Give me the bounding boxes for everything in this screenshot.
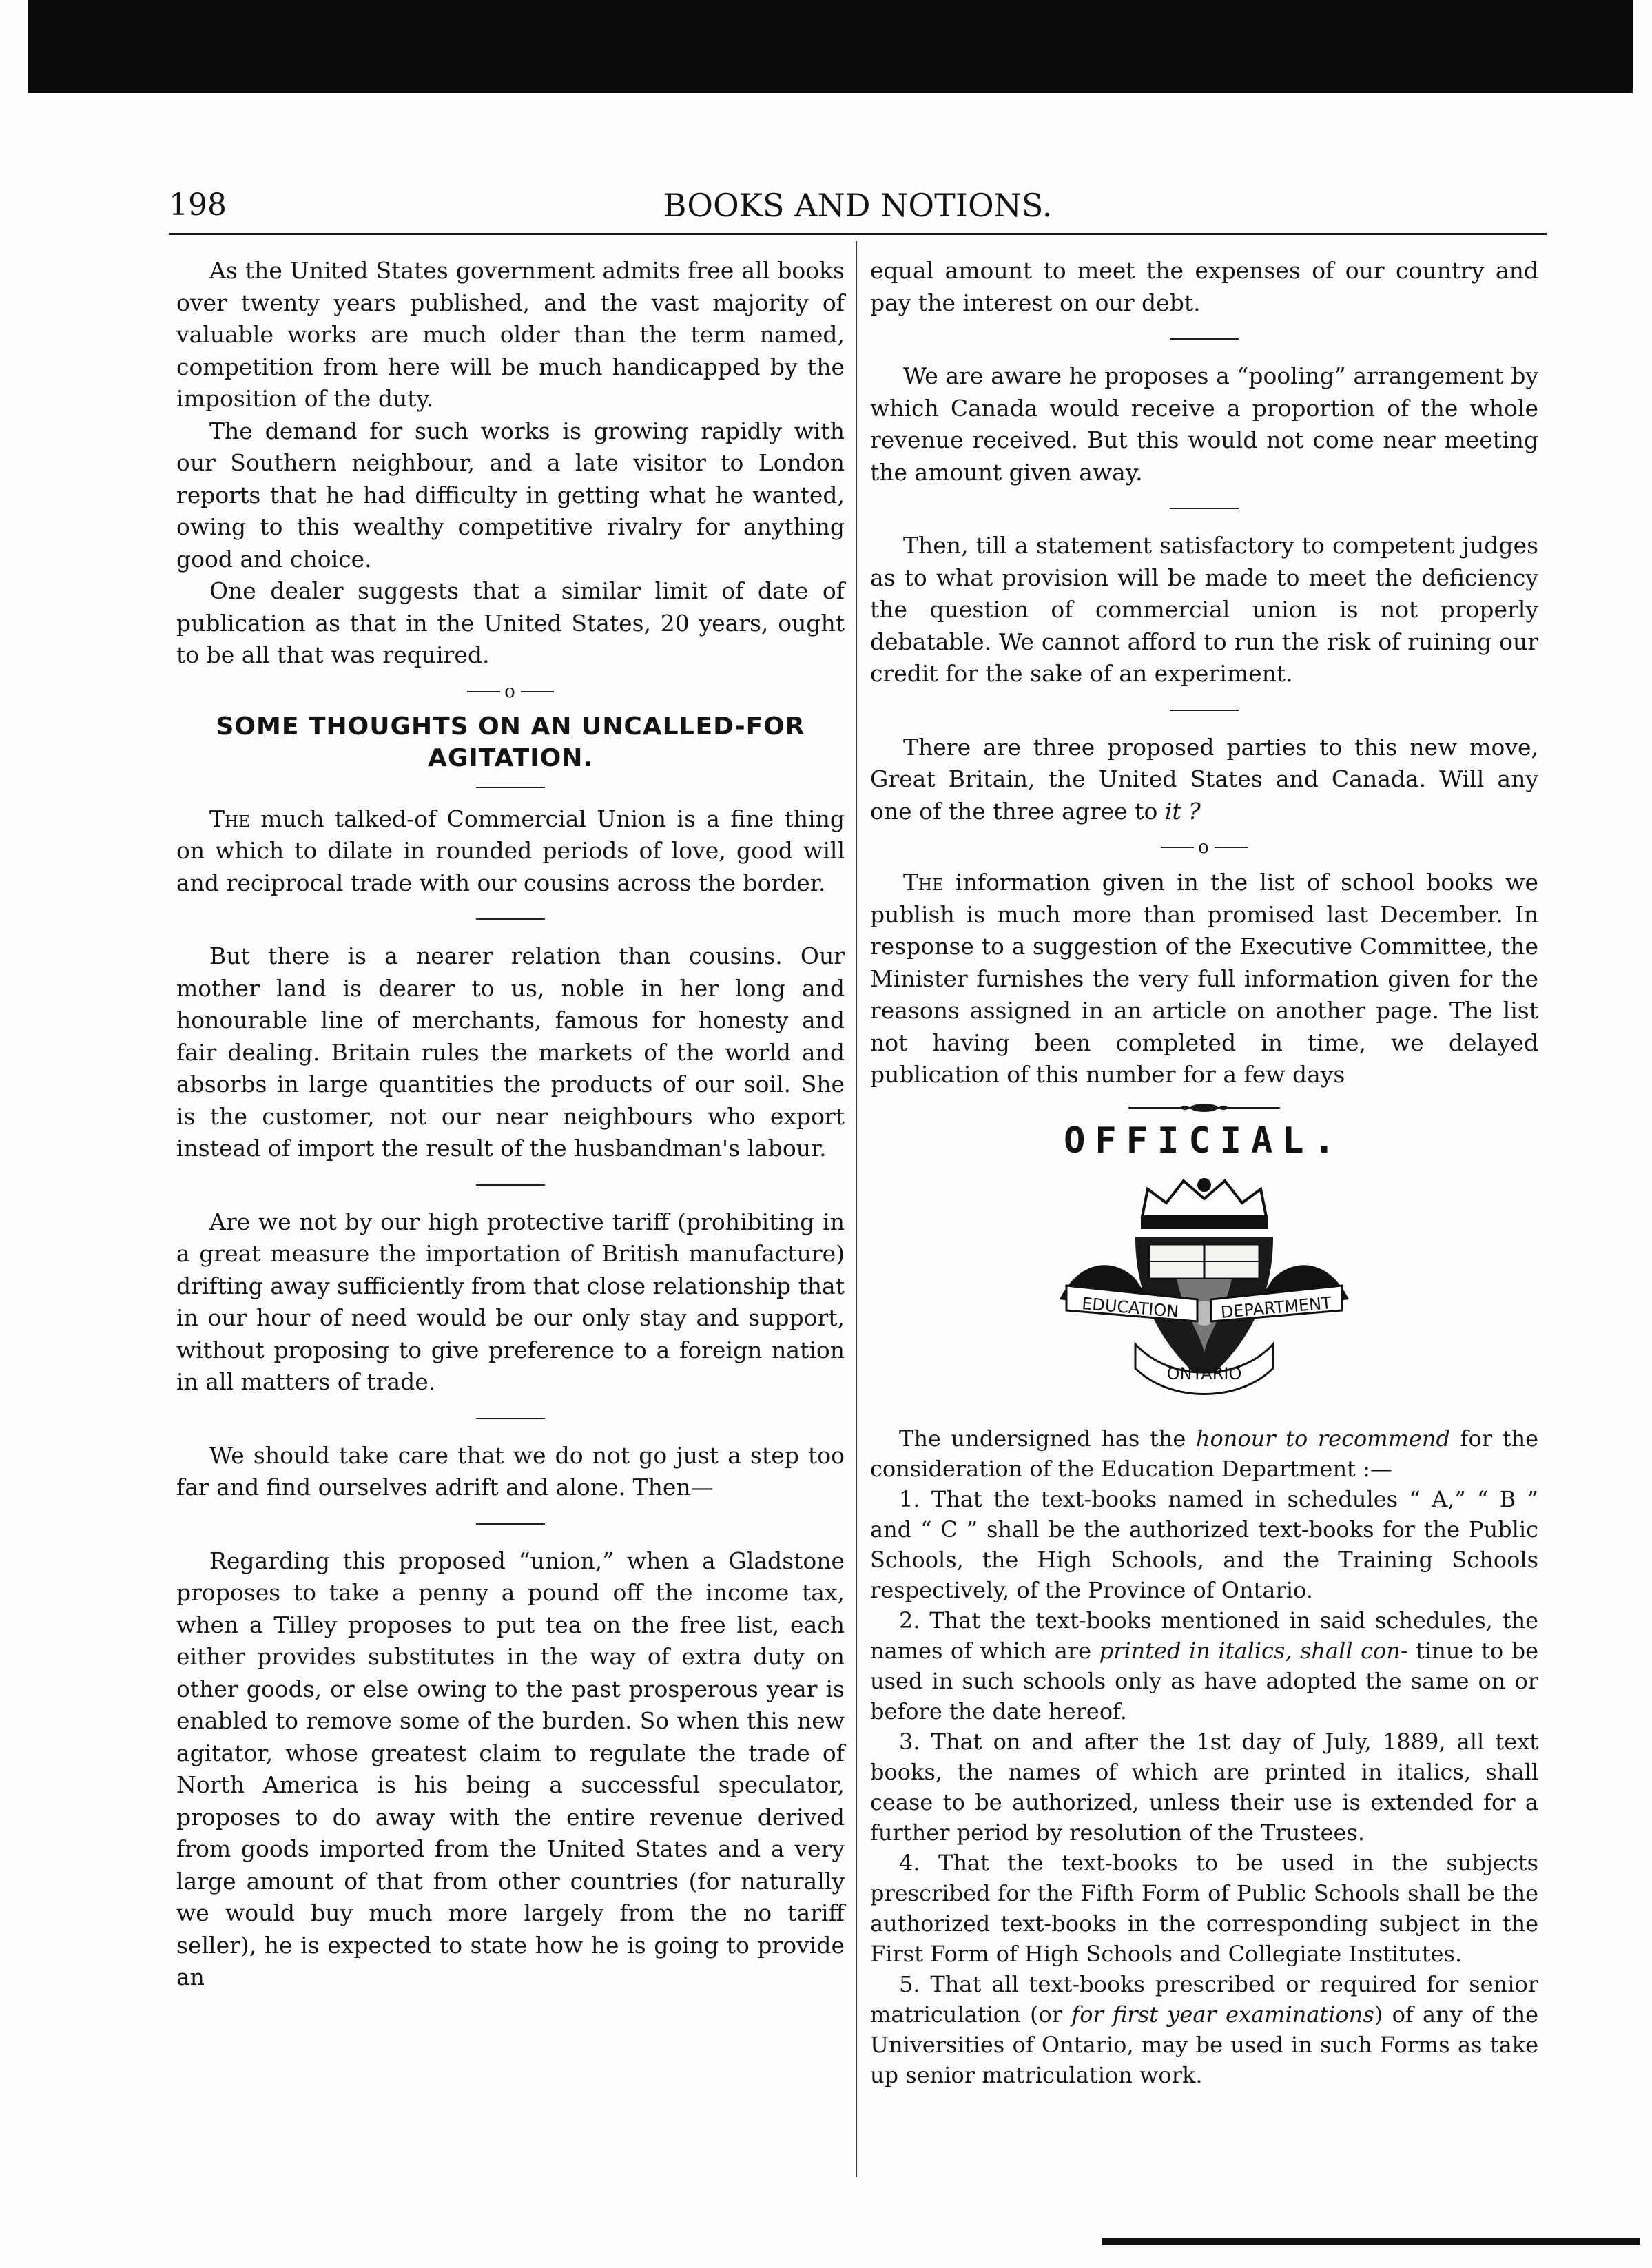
column-rule bbox=[856, 241, 857, 2177]
paragraph bbox=[176, 803, 845, 900]
ornament-icon bbox=[1122, 1101, 1287, 1115]
paragraph: We are aware he proposes a “pooling” arrangement by which Canada would receive a proportion of the whole revenue received. But this would not come near meeting the amount given away. bbox=[870, 362, 1538, 486]
emblem-banner-right: DEPARTMENT bbox=[1219, 1292, 1332, 1322]
scan-top-edge bbox=[28, 0, 1633, 93]
divider bbox=[476, 1523, 545, 1525]
paragraph: Regarding this proposed “union,” when a Gladstone proposes to take a penny a pound off the income tax, when a Tilley proposes to put tea on the free list, each either provides substitutes in the way of extra duty on other goods, or else owing to the past prosperous year is enabled to remove some of the burden. So when this new agitator, whose greatest claim to regulate the trade of North America is his being a successful speculator, proposes to do away with the entire revenue derived from goods imported from the United States and a very large amount of that from other countries (for naturally we would buy much more largely from the no tariff seller), he is expected to state how he is going to provide an bbox=[176, 1547, 845, 1990]
paragraph: Then, till a statement satisfactory to competent judges as to what provision will be made to meet the deficiency the question of commercial union is not properly debatable. We cannot afford to run the risk of ruining our credit for the sake of an experiment. bbox=[870, 532, 1538, 687]
ornament-rule bbox=[870, 1101, 1538, 1115]
paragraph: But there is a nearer relation than cousins. Our mother land is dearer to us, noble in her long and honourable line of merchants, famous for honesty and fair dealing. Britain rules the markets of the world and absorbs in large quantities the products of our soil. She is the customer, not our near neighbours who export instead of import the result of the husbandman's labour. bbox=[176, 942, 845, 1162]
paragraph bbox=[870, 867, 1538, 1091]
paragraph: equal amount to meet the expenses of our country and pay the interest on our debt. bbox=[870, 257, 1538, 316]
left-column bbox=[176, 255, 845, 1994]
title-underline bbox=[476, 787, 545, 788]
paragraph-text: much talked-of Commercial Union is a fine thing on which to dilate in rounded periods of love, good will and reciprocal trade with our cousins across the border. bbox=[176, 805, 845, 896]
text: tinue to be used in such schools only as have adopted the same on or before the date hereof. bbox=[870, 1637, 1539, 1724]
paragraph: The demand for such works is growing rapidly with our Southern neighbour, and a late visitor to London reports that he had difficulty in getting what he wanted, owing to this wealthy competitive rivalry for anything good and choice. bbox=[176, 417, 845, 573]
paragraph: One dealer suggests that a similar limit of date of publication as that in the United States, 20 years, ought to be all that was required. bbox=[176, 577, 845, 668]
recommendation-item: 3. That on and after the 1st day of July, 1889, all text books, the names of which are printed in italics, shall cease to be authorized, unless their use is extended for a further period by resolution of the Trustees. bbox=[870, 1728, 1538, 1846]
page-header bbox=[169, 185, 1547, 233]
divider bbox=[1170, 338, 1239, 340]
right-column bbox=[870, 255, 1538, 2090]
divider bbox=[476, 918, 545, 920]
paragraph-text: information given in the list of school books we publish is much more than promised last December. In response to a suggestion of the Executive Committee, the Minister furnishes the very full information given for the reasons assigned in an article on another page. The list not having been completed in time, we delayed publication of this number for a few days bbox=[870, 869, 1538, 1088]
italic-text: printed in italics, shall con- bbox=[1099, 1637, 1408, 1664]
lead-word: The bbox=[903, 869, 944, 896]
divider bbox=[476, 1184, 545, 1186]
text: ) of any of the Universities of Ontario, may be used in such Forms as take up senior matriculation work. bbox=[870, 2001, 1539, 2088]
emblem-banner-left: EDUCATION bbox=[1081, 1293, 1180, 1321]
page-number: 198 bbox=[169, 187, 227, 223]
recommendations bbox=[870, 1423, 1538, 2090]
recommendation-item: 1. That the text-books named in schedules “ A,” “ B ” and “ C ” shall be the authorized text-books for the Public Schools, the High Schools, and the Training Schools respectively, of the Province of Ontario. bbox=[870, 1485, 1538, 1603]
paragraph: We should take care that we do not go just a step too far and find ourselves adrift and alone. Then— bbox=[176, 1441, 845, 1501]
education-department-emblem-icon bbox=[1053, 1175, 1356, 1403]
section-separator: o bbox=[176, 677, 845, 705]
recommendation-item bbox=[870, 1605, 1538, 1726]
text: for the consideration of the Education Department :— bbox=[870, 1425, 1538, 1482]
text: The undersigned has the bbox=[899, 1425, 1196, 1452]
italic-text: it ? bbox=[1164, 797, 1201, 825]
running-title: BOOKS AND NOTIONS. bbox=[663, 187, 1053, 224]
header-rule bbox=[169, 233, 1547, 235]
divider bbox=[1170, 508, 1239, 509]
lead-word: The bbox=[209, 805, 250, 832]
official-heading: OFFICIAL. bbox=[1064, 1120, 1345, 1162]
section-separator: o bbox=[870, 833, 1538, 861]
paragraph bbox=[870, 732, 1538, 828]
section-title: SOME THOUGHTS ON AN UNCALLED-FOR AGITATION. bbox=[216, 712, 805, 772]
italic-text: honour to recommend bbox=[1195, 1425, 1450, 1452]
divider bbox=[476, 1418, 545, 1419]
divider bbox=[1170, 710, 1239, 711]
paragraph: Are we not by our high protective tariff (prohibiting in a great measure the importation of British manufacture) drifting away sufficiently from that close relationship that in our hour of need would be our only stay and support, without proposing to give preference to a foreign nation in all matters of trade. bbox=[176, 1208, 845, 1395]
emblem-province: ONTARIO bbox=[1166, 1363, 1242, 1383]
recommendation-item bbox=[870, 1969, 1538, 2090]
paragraph: As the United States government admits free all books over twenty years published, and the vast majority of valuable works are much older than the term named, competition from here will be much handicapped by the imposition of the duty. bbox=[176, 257, 845, 412]
italic-text: for first year examinations bbox=[1071, 2001, 1374, 2028]
text: 2. That the text-books mentioned in said schedules, the names of which are bbox=[870, 1607, 1538, 1664]
text: 5. That all text-books prescribed or required for senior matriculation (or bbox=[870, 1970, 1538, 2028]
paragraph-text: There are three proposed parties to this new move, Great Britain, the United States and Canada. Will any one of the three agree to bbox=[870, 733, 1538, 825]
scan-bottom-mark bbox=[1102, 2238, 1640, 2245]
recommendation-item: 4. That the text-books to be used in the subjects prescribed for the Fifth Form of Public Schools shall be the authorized text-books in the corresponding subject in the First Form of High Schools and Collegiate Institutes. bbox=[870, 1849, 1538, 1967]
recommendation-intro bbox=[870, 1423, 1538, 1484]
